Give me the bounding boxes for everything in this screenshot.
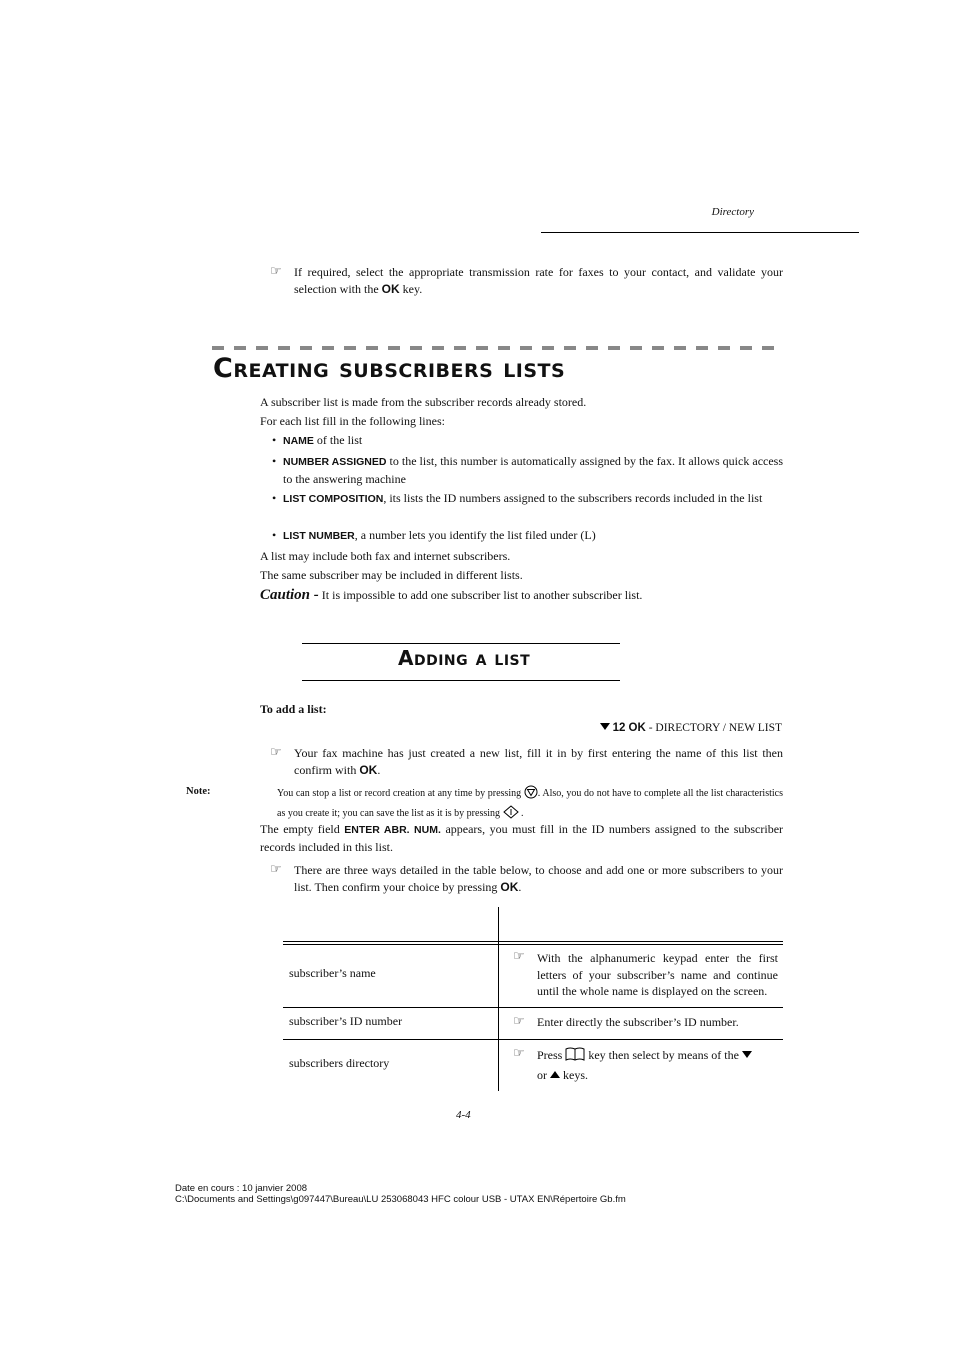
field-keyword: LIST COMPOSITION [283,493,384,505]
list-item [283,432,783,450]
footer-path: C:\Documents and Settings\g097447\Bureau\LU 253068043 HFC colour USB - UTAX EN\Répertoire Gb.fm [175,1194,626,1205]
hand-pointer-icon: ☞ [513,1014,525,1029]
down-arrow-icon [742,1051,752,1059]
table-row-desc [537,1045,778,1085]
down-arrow-icon [600,723,610,731]
table-row-label: subscribers directory [289,1056,390,1070]
up-arrow-icon [550,1071,560,1079]
step-text-b: . [377,762,381,777]
intro-step [294,264,783,297]
menu-path-key: 12 OK [612,722,646,734]
list-item-text: , a number lets you identify the list filed under (L) [354,528,596,542]
caution-label: Caution - [260,587,319,603]
step-text-b: . [518,879,522,894]
paragraph: A list may include both fax and internet subscribers. [260,549,511,563]
list-item [283,453,783,487]
page-number: 4-4 [456,1109,471,1121]
ok-key-label: OK [359,762,378,777]
section-title-rest: reating subscribers lists [233,353,566,384]
hand-pointer-icon: ☞ [513,1046,525,1061]
menu-path-text: - DIRECTORY / NEW LIST [645,722,782,734]
step-create-list [294,745,783,778]
table-row-rule [283,1039,783,1040]
table-row-label: subscriber’s name [289,966,376,980]
paragraph: The same subscriber may be included in different lists. [260,568,523,582]
step-text-a: Your fax machine has just created a new list, fill it in by first entering the name of this list then confirm with [294,746,783,777]
header-rule [541,232,859,233]
table-column-divider [498,907,499,1091]
list-item-text: of the list [313,433,363,447]
step-choose-subscribers [294,862,783,895]
hand-pointer-icon: ☞ [513,949,525,964]
section-title-cap: C [213,353,234,384]
desc-text-a: Press [537,1048,566,1062]
intro-step-text-b: key. [399,281,423,296]
field-keyword: NUMBER ASSIGNED [283,456,387,468]
empty-text-b: appears, you must fill in the ID numbers assigned to the subscriber records included in this list. [260,822,784,854]
section-dashed-rule [212,346,783,350]
list-item [283,490,783,508]
caution-text: It is impossible to add one subscriber list to another subscriber list. [318,588,643,602]
desc-text-c: or [537,1068,550,1082]
table-row-desc: Enter directly the subscriber’s ID number. [537,1015,739,1029]
bullet-marker: • [272,454,277,468]
table-row-rule [283,1007,783,1008]
subsection-title-cap: A [398,646,414,670]
subsection-title-adding-list [398,646,530,670]
caution-paragraph [260,587,790,604]
list-item-text: to the list, this number is automatically assigned by the fax. It allows quick access to the answering machine [283,454,784,486]
footer-date: Date en cours : 10 janvier 2008 [175,1183,308,1194]
paragraph: A subscriber list is made from the subscriber records already stored. [260,395,587,409]
desc-text-d: keys. [560,1068,588,1082]
note-text [277,784,783,823]
section-title-creating-lists [213,354,565,384]
hand-pointer-icon: ☞ [270,862,282,877]
note-text-a: You can stop a list or record creation at any time by pressing [277,788,524,799]
subsection-rule-bottom [302,680,620,681]
directory-book-icon [565,1047,585,1061]
note-text-b: . Also, you do not have to complete all the list characteristics as you create it; you can save the list as it is by pressing [277,788,783,819]
bullet-marker: • [272,491,277,505]
paragraph: For each list fill in the following lines: [260,414,445,428]
list-item [283,527,783,545]
note-text-c: . [518,807,524,819]
step-text-a: There are three ways detailed in the table below, to choose and add one or more subscribers to your list. Then confirm your choice by pressing [294,863,783,894]
desc-text-b: key then select by means of the [585,1048,742,1062]
field-keyword: NAME [283,435,314,447]
running-header: Directory [711,206,754,218]
ok-key-label: OK [500,879,519,894]
stop-key-icon [524,785,538,799]
bullet-marker: • [272,433,277,447]
empty-text-a: The empty field [260,822,345,836]
hand-pointer-icon: ☞ [270,264,282,279]
table-row-label: subscriber’s ID number [289,1014,403,1028]
table-header-rule [283,941,783,942]
ok-key-label: OK [381,281,400,296]
field-keyword: ENTER ABR. NUM. [344,824,441,836]
table-row-desc: With the alphanumeric keypad enter the first letters of your subscriber’s name and continue until the whole name is displayed on the screen. [537,951,778,998]
intro-step-text-a: If required, select the appropriate transmission rate for faxes to your contact, and validate your selection with the [294,265,783,296]
menu-path [480,719,782,737]
hand-pointer-icon: ☞ [270,745,282,760]
subsection-rule-top [302,643,620,644]
table-header-rule [283,944,783,945]
empty-field-paragraph [260,821,783,855]
list-item-text: , its lists the ID numbers assigned to the subscribers records included in the list [383,491,763,505]
start-key-icon [503,805,519,819]
bullet-marker: • [272,528,277,542]
note-label: Note: [186,786,211,797]
method-table [283,907,783,1091]
subsection-title-rest: dding a list [413,646,531,670]
field-keyword: LIST NUMBER [283,530,355,542]
to-add-label: To add a list: [260,702,327,716]
